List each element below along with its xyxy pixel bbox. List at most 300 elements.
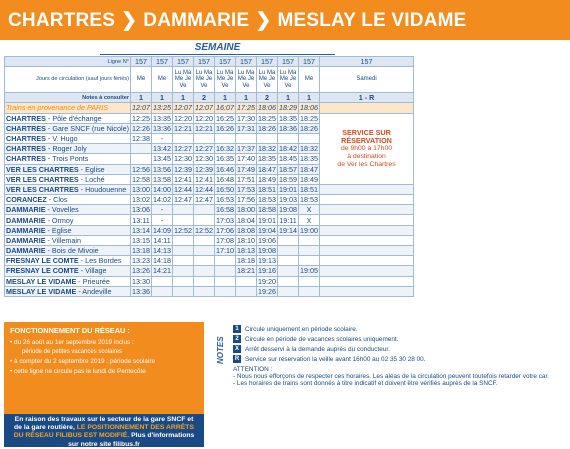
- table-row: [5, 276, 414, 286]
- time-cell: 14:02: [153, 195, 172, 205]
- time-cell: 12:38: [132, 134, 151, 144]
- samedi-cell: [320, 276, 414, 286]
- time-cell: [257, 133, 278, 143]
- arret: Prieurée: [82, 276, 110, 286]
- commune: DAMMARIE: [6, 215, 46, 225]
- train-time: 17:25: [237, 103, 256, 113]
- time-cell: [194, 215, 215, 225]
- arret: Gare SNCF (rue Nicole): [52, 123, 130, 133]
- arret: Bois de Mivoie: [51, 246, 99, 256]
- jours-value: Lu Ma Me Je Ve: [257, 67, 278, 93]
- time-cell: 16:53: [216, 195, 235, 205]
- time-cell: 13:58: [153, 174, 172, 184]
- time-cell: 16:26: [216, 123, 235, 133]
- jours-value: Lu Ma Me Je Ve: [173, 67, 194, 93]
- time-cell: 18:53: [300, 195, 319, 205]
- arret: Roger Joly: [52, 144, 87, 154]
- time-cell: 19:11: [279, 215, 297, 225]
- time-cell: 19:04: [258, 225, 277, 235]
- note-key: X: [234, 346, 239, 352]
- stop-name: CHARTRES - V. Hugo: [5, 133, 131, 143]
- time-cell: 14:21: [153, 266, 172, 276]
- time-cell: 13:36: [132, 286, 151, 296]
- samedi-cell: [320, 286, 414, 296]
- ligne-number: 157: [299, 57, 320, 67]
- reservation-line: de Ver les Chartres: [337, 160, 396, 168]
- commune: CHARTRES: [6, 144, 46, 154]
- time-cell: 16:50: [216, 184, 235, 194]
- time-cell: [173, 215, 194, 225]
- time-cell: 16:48: [216, 174, 235, 184]
- reservation-title: RÉSERVATION: [341, 135, 392, 145]
- time-cell: 18:47: [300, 164, 319, 174]
- time-cell: 13:06: [132, 205, 151, 215]
- stop-name: DAMMARIE - Villemain: [5, 235, 131, 245]
- page-header: [0, 0, 570, 40]
- time-cell: [152, 286, 173, 296]
- table-row: [5, 225, 414, 235]
- notes-box: [233, 325, 567, 387]
- time-cell: [299, 256, 320, 266]
- arret: Clos: [53, 195, 68, 205]
- travaux-link-text: Plus d'informations sur notre site filibus.fr: [68, 432, 195, 448]
- stop-name: FRESNAY LE COMTE - Village: [5, 266, 131, 276]
- time-cell: 16:58: [216, 205, 235, 215]
- stop-name: CHARTRES - Pôle d'échange: [5, 113, 131, 123]
- info-box: [4, 322, 204, 414]
- info-line: • cette ligne ne circule pas le lundi de Pentecôte: [10, 368, 146, 375]
- commune: DAMMARIE: [6, 235, 46, 245]
- time-cell: [278, 266, 299, 276]
- time-cell: 19:14: [279, 225, 298, 235]
- ligne-number: 157: [278, 57, 299, 67]
- jours-label: Jours de circulation (sauf jours fériés): [5, 67, 131, 93]
- time-cell: -: [152, 215, 173, 225]
- time-cell: [278, 256, 299, 266]
- table-row: [5, 286, 414, 296]
- time-cell: 18:59: [279, 174, 298, 184]
- time-cell: 12:41: [174, 174, 193, 184]
- time-cell: [236, 276, 257, 286]
- time-cell: 12:27: [174, 144, 193, 154]
- time-cell: 17:10: [216, 246, 235, 256]
- semaine-label: SEMAINE: [100, 42, 335, 55]
- stop-name: VER LES CHARTRES - Loché: [5, 174, 131, 184]
- time-cell: 16:46: [216, 164, 235, 174]
- time-cell: 13:02: [132, 195, 151, 205]
- time-cell: [173, 286, 194, 296]
- time-cell: 18:58: [258, 205, 277, 215]
- note-ref: 1 - R: [320, 93, 414, 103]
- note-ref: 2: [257, 93, 278, 103]
- chevron-right-icon: ❯: [255, 10, 272, 31]
- commune: CHARTRES: [6, 113, 46, 123]
- arret: Loché: [85, 174, 105, 184]
- ligne-number: 157: [131, 57, 152, 67]
- time-cell: [194, 133, 215, 143]
- time-cell: [173, 205, 194, 215]
- time-cell: [236, 286, 257, 296]
- train-time: 13:25: [153, 103, 172, 113]
- time-cell: 16:35: [216, 154, 235, 164]
- stop-name: MESLAY LE VIDAME - Andeville: [5, 286, 131, 296]
- time-cell: 16:25: [216, 113, 235, 123]
- note-item: [233, 325, 567, 333]
- timetable: [4, 56, 414, 297]
- time-cell: 18:57: [279, 164, 298, 174]
- time-cell: [194, 266, 215, 276]
- jours-value: Lu Ma Me Je Ve: [215, 67, 236, 93]
- samedi-cell: [320, 195, 414, 205]
- time-cell: [173, 133, 194, 143]
- jours-value: Samedi: [320, 67, 414, 93]
- time-cell: 18:42: [279, 144, 298, 154]
- notes-row: [5, 93, 414, 103]
- time-cell: 17:56: [237, 195, 256, 205]
- info-line: • du 26 août au 1er septembre 2019 inclus :: [10, 339, 134, 346]
- notes-label: NOTES: [216, 336, 225, 364]
- time-cell: 19:08: [279, 205, 298, 215]
- ligne-number: 157: [320, 57, 414, 67]
- reservation-title: SERVICE SUR: [342, 127, 391, 137]
- time-cell: [131, 154, 152, 164]
- train-time: 18:06: [258, 103, 277, 113]
- time-cell: 12:30: [195, 154, 214, 164]
- commune: CORANCEZ: [6, 195, 47, 205]
- commune: CHARTRES: [6, 123, 46, 133]
- time-cell: 17:53: [237, 184, 256, 194]
- time-cell: 18:13: [237, 246, 256, 256]
- note-ref: 1: [278, 93, 299, 103]
- route-title: [8, 9, 467, 32]
- time-cell: 12:39: [195, 164, 214, 174]
- stop-name: CHARTRES - Roger Joly: [5, 144, 131, 154]
- time-cell: [299, 286, 320, 296]
- commune: DAMMARIE: [6, 225, 46, 235]
- time-cell: 12:41: [195, 174, 214, 184]
- time-cell: 18:49: [300, 174, 319, 184]
- time-cell: 13:36: [153, 123, 172, 133]
- note-item: [233, 335, 567, 343]
- time-cell: 13:45: [153, 154, 172, 164]
- time-cell: 13:00: [132, 184, 151, 194]
- samedi-cell: [320, 266, 414, 276]
- travaux-banner: [4, 414, 204, 447]
- time-cell: 13:18: [132, 246, 151, 256]
- time-cell: 17:08: [216, 235, 235, 245]
- attention-line: - Nous nous efforçons de respecter ces horaires. Les aléas de la circulation peuvent toutefois retarder votre car.: [233, 373, 550, 380]
- time-cell: X: [299, 215, 320, 225]
- time-cell: [194, 246, 215, 256]
- jours-value: Me: [131, 67, 152, 93]
- jours-value: Me: [299, 67, 320, 93]
- time-cell: 12:20: [195, 113, 214, 123]
- time-cell: 13:23: [132, 256, 151, 266]
- time-cell: [131, 144, 152, 154]
- arret: Vovelles: [51, 205, 79, 215]
- table-row: [5, 205, 414, 215]
- time-cell: 18:36: [279, 123, 298, 133]
- time-cell: 12:58: [132, 174, 151, 184]
- table-row: [5, 215, 414, 225]
- time-cell: 18:18: [237, 256, 256, 266]
- time-cell: 19:26: [258, 286, 277, 296]
- stop-name: MESLAY LE VIDAME - Prieurée: [5, 276, 131, 286]
- info-line: • à compter du 2 septembre 2019 : période scolaire: [10, 358, 156, 365]
- reservation-line: de 9h00 à 17h00: [341, 144, 393, 152]
- time-cell: 12:52: [195, 225, 214, 235]
- time-cell: [278, 235, 299, 245]
- jours-row: [5, 67, 414, 93]
- samedi-cell: [320, 246, 414, 256]
- time-cell: 12:30: [174, 154, 193, 164]
- ligne-row: [5, 57, 414, 67]
- time-cell: [152, 276, 173, 286]
- note-key: R: [234, 356, 240, 362]
- stop-name: CHARTRES - Trois Ponts: [5, 154, 131, 164]
- stop-name: VER LES CHARTRES - Houdouenne: [5, 184, 131, 194]
- time-cell: 18:53: [258, 195, 277, 205]
- time-cell: 16:32: [216, 144, 235, 154]
- time-cell: 18:21: [237, 266, 256, 276]
- notes-label: Notes à consulter: [5, 93, 131, 103]
- reservation-box: [320, 113, 414, 184]
- samedi-cell: [320, 235, 414, 245]
- time-cell: 18:10: [237, 235, 256, 245]
- samedi-cell: [320, 184, 414, 194]
- time-cell: 18:25: [258, 113, 277, 123]
- time-cell: 17:06: [216, 225, 235, 235]
- time-cell: 13:42: [153, 144, 172, 154]
- note-item: [233, 345, 567, 353]
- note-text: Arrêt desservi à la demande auprès du conducteur.: [245, 345, 390, 353]
- time-cell: 14:00: [153, 184, 172, 194]
- stop-name: CHARTRES - Gare SNCF (rue Nicole): [6, 123, 130, 133]
- attention-title: ATTENTION :: [233, 366, 273, 373]
- time-cell: 12:56: [132, 164, 151, 174]
- jours-value: Lu Ma Me Je Ve: [194, 67, 215, 93]
- table-row: [5, 246, 414, 256]
- time-cell: [194, 235, 215, 245]
- time-cell: 18:04: [237, 215, 256, 225]
- time-cell: 14:09: [153, 225, 172, 235]
- commune: VER LES CHARTRES: [6, 184, 79, 194]
- time-cell: 13:26: [132, 266, 151, 276]
- time-cell: [278, 246, 299, 256]
- info-line: période de petites vacances scolaires: [22, 349, 123, 355]
- note-ref: 1: [131, 93, 152, 103]
- note-ref: 1: [173, 93, 194, 103]
- table-row: [5, 113, 414, 123]
- time-cell: 17:30: [237, 113, 256, 123]
- ligne-number: 157: [152, 57, 173, 67]
- time-cell: 19:16: [258, 266, 277, 276]
- travaux-highlight: LE POSITIONNEMENT DES ARRÊTS DU RÉSEAU FILIBUS EST MODIFIÉ.: [13, 424, 194, 440]
- time-cell: 12:25: [132, 113, 151, 123]
- ligne-number: 157: [173, 57, 194, 67]
- train-row: [5, 103, 414, 113]
- time-cell: 19:06: [258, 235, 277, 245]
- jours-value: Me: [152, 67, 173, 93]
- route-origin: CHARTRES: [8, 10, 116, 31]
- time-cell: 12:44: [195, 184, 214, 194]
- stop-name: VER LES CHARTRES - Eglise: [5, 164, 131, 174]
- time-cell: 18:26: [258, 123, 277, 133]
- train-time: 18:06: [300, 103, 319, 113]
- time-cell: [215, 133, 236, 143]
- time-cell: 18:08: [237, 225, 256, 235]
- reservation-line: à destination: [347, 152, 386, 160]
- note-key: 2: [233, 335, 241, 343]
- time-cell: 19:01: [279, 184, 298, 194]
- time-cell: [173, 266, 194, 276]
- travaux-text: En raison des travaux sur le secteur de la gare SNCF et de la gare routière,: [14, 416, 194, 432]
- time-cell: 19:05: [300, 266, 319, 276]
- time-cell: 12:21: [174, 123, 193, 133]
- note-key: 1: [233, 325, 241, 333]
- time-cell: -: [152, 205, 173, 215]
- commune: MESLAY LE VIDAME: [6, 276, 77, 286]
- note-ref: 1: [215, 93, 236, 103]
- chevron-right-icon: ❯: [121, 10, 138, 31]
- note-ref: 1: [236, 93, 257, 103]
- time-cell: [299, 246, 320, 256]
- note-ref: 1: [299, 93, 320, 103]
- arret: Eglise: [85, 164, 105, 174]
- train-time: 12:07: [174, 103, 193, 113]
- commune: FRESNAY LE COMTE: [6, 256, 79, 266]
- table-row: [5, 235, 414, 245]
- commune: CHARTRES: [6, 154, 46, 164]
- time-cell: 13:14: [132, 225, 151, 235]
- stop-name: DAMMARIE - Eglise: [5, 225, 131, 235]
- time-cell: 14:13: [153, 246, 172, 256]
- stop-name: DAMMARIE - Ormoy: [5, 215, 131, 225]
- time-cell: [215, 276, 236, 286]
- train-time: 12:07: [195, 103, 214, 113]
- time-cell: 13:11: [132, 215, 150, 225]
- arret: Andeville: [82, 286, 112, 296]
- commune: VER LES CHARTRES: [6, 164, 79, 174]
- ligne-number: 157: [194, 57, 215, 67]
- arret: V. Hugo: [52, 134, 78, 144]
- time-cell: 13:35: [153, 113, 172, 123]
- time-cell: [194, 276, 215, 286]
- commune: MESLAY LE VIDAME: [6, 286, 77, 296]
- stop-name: DAMMARIE - Vovelles: [5, 205, 131, 215]
- train-label: Trains en provenance de PARIS: [5, 103, 131, 113]
- arret: Village: [85, 266, 107, 276]
- ligne-label: Ligne N°: [5, 57, 131, 67]
- table-row: [5, 184, 414, 194]
- time-cell: 17:51: [237, 174, 256, 184]
- note-ref: 2: [194, 93, 215, 103]
- time-cell: [215, 256, 236, 266]
- note-text: Circule uniquement en période scolaire.: [245, 325, 358, 333]
- time-cell: 12:20: [174, 113, 193, 123]
- stop-name: FRESNAY LE COMTE - Les Bordes: [5, 256, 131, 266]
- stop-name: DAMMARIE - Bois de Mivoie: [5, 246, 131, 256]
- time-cell: [278, 133, 299, 143]
- time-cell: [236, 133, 257, 143]
- arret: Trois Ponts: [52, 154, 89, 164]
- train-time: 18:29: [279, 103, 298, 113]
- samedi-cell: [320, 205, 414, 215]
- train-time: 12:07: [132, 103, 151, 113]
- time-cell: 12:47: [195, 195, 214, 205]
- time-cell: [278, 286, 299, 296]
- arret: Villemain: [51, 235, 81, 245]
- note-text: Circule en période de vacances scolaires uniquement.: [245, 335, 399, 343]
- route-via: DAMMARIE: [143, 10, 250, 31]
- time-cell: [215, 266, 236, 276]
- commune: DAMMARIE: [6, 205, 46, 215]
- attention-line: - Les horaires de trains sont donnés à titre indicatif et doivent être vérifiés auprès de la SNCF.: [233, 380, 498, 387]
- time-cell: [299, 276, 320, 286]
- note-text: Service sur réservation la veille avant 16h00 au 02 35 30 28 00.: [245, 355, 426, 363]
- arret: Les Bordes: [85, 256, 122, 266]
- time-cell: 18:51: [300, 184, 319, 194]
- time-cell: [173, 246, 194, 256]
- time-cell: 14:11: [153, 235, 171, 245]
- jours-value: Lu Ma Me Je Ve: [236, 67, 257, 93]
- arret: Pôle d'échange: [52, 113, 102, 123]
- time-cell: 17:37: [237, 144, 256, 154]
- table-row: [5, 266, 414, 276]
- time-cell: 18:32: [258, 144, 277, 154]
- time-cell: 18:47: [258, 164, 277, 174]
- time-cell: [194, 256, 215, 266]
- time-cell: 12:52: [174, 225, 193, 235]
- note-item: [233, 355, 567, 363]
- time-cell: 18:00: [237, 205, 256, 215]
- samedi-cell: [320, 215, 414, 225]
- time-cell: 19:20: [258, 276, 277, 286]
- time-cell: [173, 256, 194, 266]
- time-cell: 19:08: [258, 246, 277, 256]
- time-cell: 12:26: [132, 123, 151, 133]
- time-cell: [299, 235, 320, 245]
- time-cell: 18:51: [258, 184, 277, 194]
- arret: Houdouenne: [85, 184, 127, 194]
- time-cell: 13:56: [153, 164, 172, 174]
- ligne-number: 157: [215, 57, 236, 67]
- time-cell: 18:25: [300, 113, 319, 123]
- jours-value: Lu Ma Me Je Ve: [278, 67, 299, 93]
- arret: Eglise: [51, 225, 72, 235]
- ligne-number: 157: [257, 57, 278, 67]
- info-title: FONCTIONNEMENT DU RÉSEAU :: [10, 326, 130, 335]
- time-cell: X: [299, 205, 320, 215]
- ligne-number: 157: [236, 57, 257, 67]
- time-cell: 18:26: [300, 123, 319, 133]
- time-cell: 12:47: [174, 195, 193, 205]
- time-cell: 18:35: [279, 113, 298, 123]
- time-cell: 13:15: [132, 235, 151, 245]
- time-cell: [278, 276, 299, 286]
- time-cell: 17:40: [237, 154, 256, 164]
- arret: Ormoy: [51, 215, 74, 225]
- time-cell: 19:03: [279, 195, 298, 205]
- time-cell: [215, 286, 236, 296]
- time-cell: 17:49: [237, 164, 256, 174]
- time-cell: [194, 205, 215, 215]
- time-cell: 18:45: [279, 154, 298, 164]
- commune: VER LES CHARTRES: [6, 174, 79, 184]
- time-cell: 17:31: [237, 123, 256, 133]
- time-cell: 13:30: [132, 276, 151, 286]
- time-cell: 17:03: [216, 215, 235, 225]
